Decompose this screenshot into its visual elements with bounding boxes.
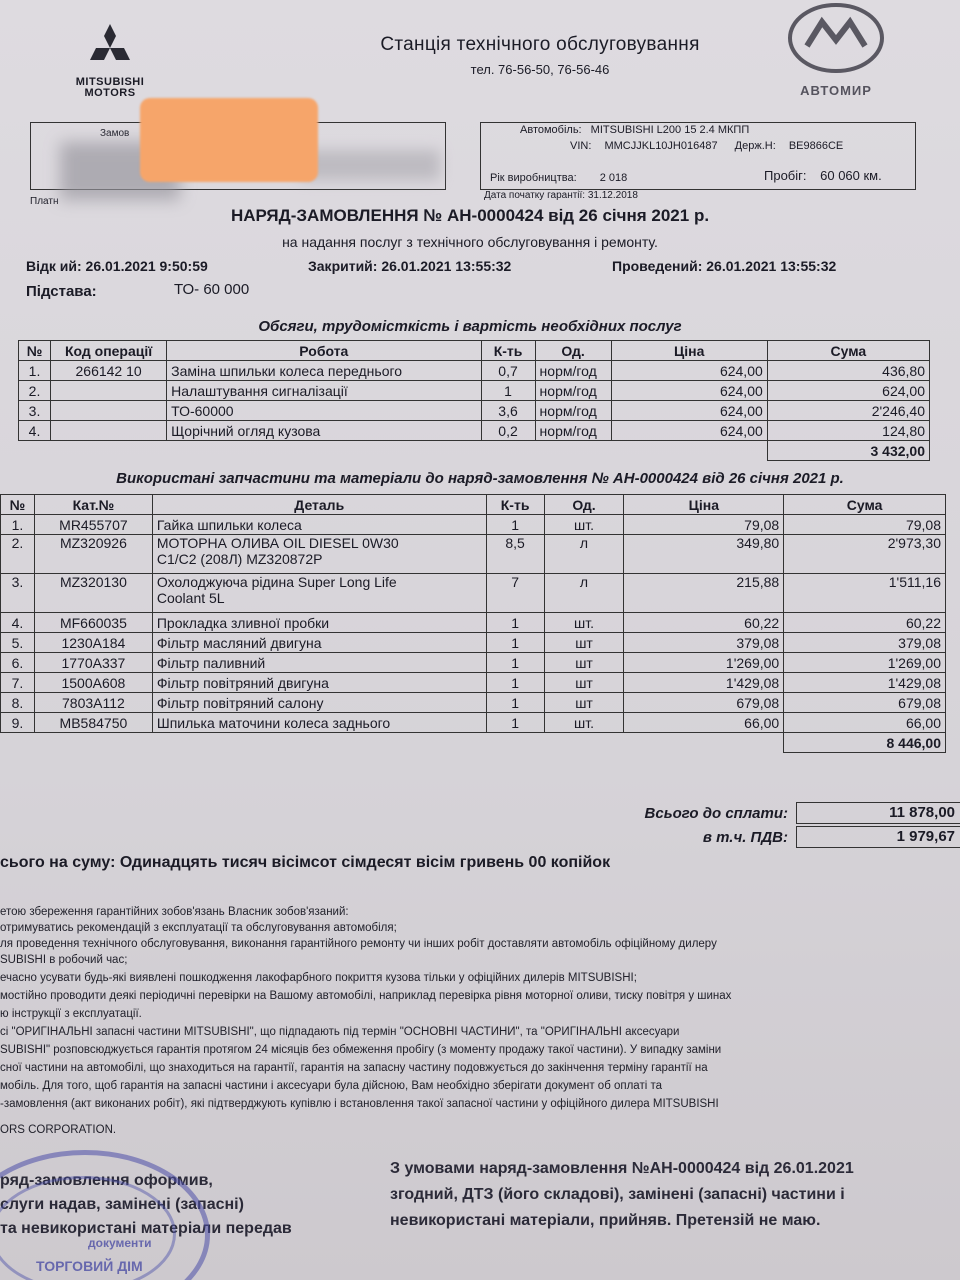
parts-header-row <box>1 495 946 515</box>
cell-cat: 7803A112 <box>34 693 152 713</box>
footer-left-line1: ряд-замовлення оформив, <box>0 1172 213 1189</box>
cell-cat: MZ320926 <box>34 535 152 574</box>
brand-left-text: MITSUBISHI MOTORS <box>75 76 145 99</box>
cell-work: Щорічний огляд кузова <box>167 421 481 441</box>
warranty-date: Дата початку гарантії: 31.12.2018 <box>484 190 638 201</box>
col-header: Од. <box>535 341 611 361</box>
cell-sum: 1'269,00 <box>784 653 946 673</box>
cell-sum: 679,08 <box>784 693 946 713</box>
terms-line: SUBISHI в робочий час; <box>0 954 128 966</box>
opened-date: Відк ий: 26.01.2021 9:50:59 <box>26 258 208 274</box>
cell-unit: шт <box>544 653 624 673</box>
cell-unit: шт <box>544 633 624 653</box>
col-header: Кат.№ <box>34 495 152 515</box>
col-header: Код операції <box>51 341 167 361</box>
cell-code <box>51 401 167 421</box>
cell-qty: 1 <box>486 673 544 693</box>
table-row <box>1 673 946 693</box>
cell-no: 3. <box>1 574 35 613</box>
cell-part: Фільтр паливний <box>152 653 486 673</box>
cell-sum: 624,00 <box>767 381 929 401</box>
terms-line: етою збереження гарантійних зобов'язань Власник зобов'язаний: <box>0 906 349 918</box>
cell-qty: 0,2 <box>481 421 535 441</box>
cell-code <box>51 381 167 401</box>
cell-qty: 1 <box>486 713 544 733</box>
automir-logo <box>778 2 894 98</box>
cell-sum: 124,80 <box>767 421 929 441</box>
car-value: MITSUBISHI L200 15 2.4 МКПП <box>590 124 750 136</box>
table-row <box>1 713 946 733</box>
plate-value: BE9866CE <box>788 140 844 152</box>
cell-sum: 1'429,08 <box>784 673 946 693</box>
cell-part-line2: C1/C2 (208Л) MZ320872P <box>156 551 323 567</box>
cell-work: Налаштування сигналізації <box>167 381 481 401</box>
cell-unit: норм/год <box>535 401 611 421</box>
cell-qty: 3,6 <box>481 401 535 421</box>
cell-price: 624,00 <box>611 381 767 401</box>
mileage-label: Пробіг: <box>764 168 807 183</box>
parts-total: 8 446,00 <box>784 733 946 753</box>
table-row <box>19 381 930 401</box>
mileage-value: 60 060 км. <box>820 168 882 183</box>
cell-code: 266142 10 <box>51 361 167 381</box>
cell-part: Фільтр масляний двигуна <box>152 633 486 653</box>
cell-cat: 1500A608 <box>34 673 152 693</box>
cell-qty: 1 <box>486 515 544 535</box>
cell-price: 349,80 <box>624 535 784 574</box>
cell-part: Шпилька маточини колеса заднього <box>152 713 486 733</box>
vin-row <box>570 140 843 152</box>
stamp-text: документи <box>88 1236 152 1250</box>
terms-line: SUBISHI" розповсюджується гарантія протягом 24 місяців без обмеження пробігу (з моменту продажу такої частини). У випадку заміни <box>0 1044 722 1056</box>
cell-sum: 60,22 <box>784 613 946 633</box>
terms-line: мостійно проводити деякі періодичні перевірки на Вашому автомобілі, наприклад перевірка рівня моторної оливи, тиску повітря у шинах <box>0 990 732 1002</box>
terms-line: ю інструкції з експлуатації. <box>0 1008 142 1020</box>
table-row <box>1 574 946 613</box>
station-phone: тел. 76-56-50, 76-56-46 <box>470 62 610 77</box>
col-header: Ціна <box>611 341 767 361</box>
year-row <box>490 172 627 184</box>
cell-qty: 0,7 <box>481 361 535 381</box>
automir-emblem-icon <box>787 2 885 74</box>
terms-line: сі "ОРИГІНАЛЬНІ запасні частини MITSUBISHI", що підпадають під термін "ОСНОВНІ ЧАСТИНИ", та "ОРИГІНАЛЬНІ аксесуари <box>0 1026 680 1038</box>
table-row <box>19 361 930 381</box>
cell-qty: 1 <box>486 633 544 653</box>
footer-left-line2: слуги надав, замінені (запасні) <box>0 1196 244 1213</box>
cell-cat: MF660035 <box>34 613 152 633</box>
parts-table <box>0 494 946 753</box>
cell-price: 379,08 <box>624 633 784 653</box>
cell-part: Фільтр повітряний двигуна <box>152 673 486 693</box>
services-total-row <box>19 441 930 461</box>
col-header: Сума <box>784 495 946 515</box>
cell-work: ТО-60000 <box>167 401 481 421</box>
station-title: Станція технічного обслуговування <box>380 34 700 55</box>
cell-sum: 379,08 <box>784 633 946 653</box>
footer-left-line3: та невикористані матеріали передав <box>0 1220 292 1237</box>
cell-no: 2. <box>19 381 51 401</box>
cell-price: 66,00 <box>624 713 784 733</box>
cell-sum: 79,08 <box>784 515 946 535</box>
services-table <box>18 340 930 461</box>
table-row <box>1 633 946 653</box>
col-header: Сума <box>767 341 929 361</box>
cell-unit: шт <box>544 693 624 713</box>
cell-unit: норм/год <box>535 361 611 381</box>
cell-unit: шт. <box>544 613 624 633</box>
cell-cat: 1230A184 <box>34 633 152 653</box>
cell-no: 4. <box>19 421 51 441</box>
col-header: № <box>19 341 51 361</box>
cell-work: Заміна шпильки колеса переднього <box>167 361 481 381</box>
table-row <box>1 653 946 673</box>
col-header: Робота <box>167 341 481 361</box>
col-header: К-ть <box>486 495 544 515</box>
terms-line: ORS CORPORATION. <box>0 1124 117 1136</box>
col-header: № <box>1 495 35 515</box>
cell-qty: 8,5 <box>486 535 544 574</box>
cell-code <box>51 421 167 441</box>
mitsubishi-diamonds-icon <box>82 22 138 72</box>
terms-line: мобіль. Для того, щоб гарантія на запасні частини і аксесуари була дійсною, Вам необхідно зберігати документ об оплаті та <box>0 1080 662 1092</box>
cell-unit: норм/год <box>535 421 611 441</box>
cell-price: 624,00 <box>611 401 767 421</box>
cell-part: Прокладка зливної пробки <box>152 613 486 633</box>
cell-no: 6. <box>1 653 35 673</box>
cell-unit: шт. <box>544 713 624 733</box>
amount-in-words: сього на суму: Одинадцять тисяч вісімсот сімдесят вісім гривень 00 копійок <box>0 854 611 871</box>
table-row <box>1 693 946 713</box>
parts-total-row <box>1 733 946 753</box>
order-title: НАРЯД-ЗАМОВЛЕННЯ № АН-0000424 від 26 січня 2021 р. <box>230 206 710 225</box>
vat-label: в т.ч. ПДВ: <box>702 829 788 846</box>
services-total: 3 432,00 <box>767 441 929 461</box>
cell-sum: 436,80 <box>767 361 929 381</box>
cell-sum: 66,00 <box>784 713 946 733</box>
redaction-patch <box>140 98 318 182</box>
amount-due-value: 11 878,00 <box>796 802 960 824</box>
table-row <box>19 421 930 441</box>
terms-line: сної частини на автомобілі, що знаходиться на гарантії, гарантія на запасну частину подовжується до закінчення терміну гарантії на <box>0 1062 708 1074</box>
cell-no: 3. <box>19 401 51 421</box>
cell-price: 1'429,08 <box>624 673 784 693</box>
cell-sum: 1'511,16 <box>784 574 946 613</box>
cell-no: 9. <box>1 713 35 733</box>
closed-date: Закритий: 26.01.2021 13:55:32 <box>308 258 512 274</box>
table-row <box>1 535 946 574</box>
terms-line: -замовлення (акт виконаних робіт), які підтверджують купівлю і встановлення такої запасної частини у офіційного дилера MITSUBISHI <box>0 1098 719 1110</box>
mileage-row <box>764 168 882 183</box>
cell-price: 79,08 <box>624 515 784 535</box>
year-value: 2 018 <box>599 172 628 184</box>
terms-line: ля проведення технічного обслуговування, виконання гарантійного ремонту чи інших робіт доставляти автомобіль офіційному дилеру <box>0 938 717 950</box>
cell-cat: MR455707 <box>34 515 152 535</box>
cell-qty: 1 <box>486 693 544 713</box>
cell-qty: 1 <box>481 381 535 401</box>
basis-value: ТО- 60 000 <box>174 281 250 298</box>
services-header-row <box>19 341 930 361</box>
cell-unit: шт. <box>544 515 624 535</box>
cell-no: 1. <box>19 361 51 381</box>
customer-label: Замов <box>100 128 130 139</box>
cell-sum: 2'973,30 <box>784 535 946 574</box>
performed-date: Проведений: 26.01.2021 13:55:32 <box>612 258 837 274</box>
cell-part <box>152 535 486 574</box>
mitsubishi-logo <box>62 22 158 99</box>
cell-no: 5. <box>1 633 35 653</box>
footer-right-line1: З умовами наряд-замовлення №АН-0000424 від 26.01.2021 <box>390 1160 854 1177</box>
col-header: К-ть <box>481 341 535 361</box>
cell-price: 60,22 <box>624 613 784 633</box>
cell-qty: 1 <box>486 653 544 673</box>
cell-part-line1: МОТОРНА ОЛИВА OIL DIESEL 0W30 <box>156 535 399 551</box>
services-title: Обсяги, трудомісткість і вартість необхідних послуг <box>258 318 682 335</box>
cell-cat: MB584750 <box>34 713 152 733</box>
redaction-blur <box>300 150 440 180</box>
cell-price: 215,88 <box>624 574 784 613</box>
terms-line: ечасно усувати будь-які виявлені пошкодження лакофарбного покриття кузова тільки у офіційних дилерів MITSUBISHI; <box>0 972 637 984</box>
cell-unit: л <box>544 574 624 613</box>
vat-value: 1 979,67 <box>796 826 960 848</box>
cell-no: 7. <box>1 673 35 693</box>
cell-no: 2. <box>1 535 35 574</box>
terms-line: отримуватись рекомендацій з експлуатації та обслуговування автомобіля; <box>0 922 397 934</box>
cell-price: 1'269,00 <box>624 653 784 673</box>
vin-label: VIN: <box>570 140 592 152</box>
table-row <box>19 401 930 421</box>
cell-part: Гайка шпильки колеса <box>152 515 486 535</box>
cell-unit: шт <box>544 673 624 693</box>
footer-right-line2: згодний, ДТЗ (його складові), замінені (запасні) частини і <box>390 1186 845 1203</box>
vin-value: MMCJJKL10JH016487 <box>604 140 718 152</box>
cell-part-line1: Охолоджуюча рідина Super Long Life <box>156 574 397 590</box>
col-header: Деталь <box>152 495 486 515</box>
cell-no: 1. <box>1 515 35 535</box>
cell-part-line2: Coolant 5L <box>156 590 225 606</box>
cell-unit: норм/год <box>535 381 611 401</box>
col-header: Ціна <box>624 495 784 515</box>
cell-part <box>152 574 486 613</box>
brand-right-text: АВТОМИР <box>800 83 872 98</box>
cell-price: 624,00 <box>611 421 767 441</box>
cell-cat: MZ320130 <box>34 574 152 613</box>
order-subtitle: на надання послуг з технічного обслуговування і ремонту. <box>282 234 658 250</box>
amount-due-label: Всього до сплати: <box>644 805 788 822</box>
cell-qty: 1 <box>486 613 544 633</box>
cell-no: 8. <box>1 693 35 713</box>
payer-label: Платн <box>30 196 59 207</box>
col-header: Од. <box>544 495 624 515</box>
basis-label: Підстава: <box>26 283 97 300</box>
cell-sum: 2'246,40 <box>767 401 929 421</box>
cell-cat: 1770A337 <box>34 653 152 673</box>
cell-price: 624,00 <box>611 361 767 381</box>
year-label: Рік виробництва: <box>490 172 577 184</box>
cell-qty: 7 <box>486 574 544 613</box>
cell-price: 679,08 <box>624 693 784 713</box>
table-row <box>1 515 946 535</box>
table-row <box>1 613 946 633</box>
cell-no: 4. <box>1 613 35 633</box>
car-label: Автомобіль: <box>520 124 582 136</box>
vehicle-row <box>520 124 749 136</box>
cell-part: Фільтр повітряний салону <box>152 693 486 713</box>
stamp-text: ТОРГОВИЙ ДІМ <box>36 1258 143 1274</box>
parts-title: Використані запчастини та матеріали до наряд-замовлення № АН-0000424 від 26 січня 2021 р. <box>116 470 844 487</box>
cell-unit: л <box>544 535 624 574</box>
plate-label: Держ.Н: <box>734 140 776 152</box>
footer-right-line3: невикористані матеріали, прийняв. Претензій не маю. <box>390 1212 821 1229</box>
